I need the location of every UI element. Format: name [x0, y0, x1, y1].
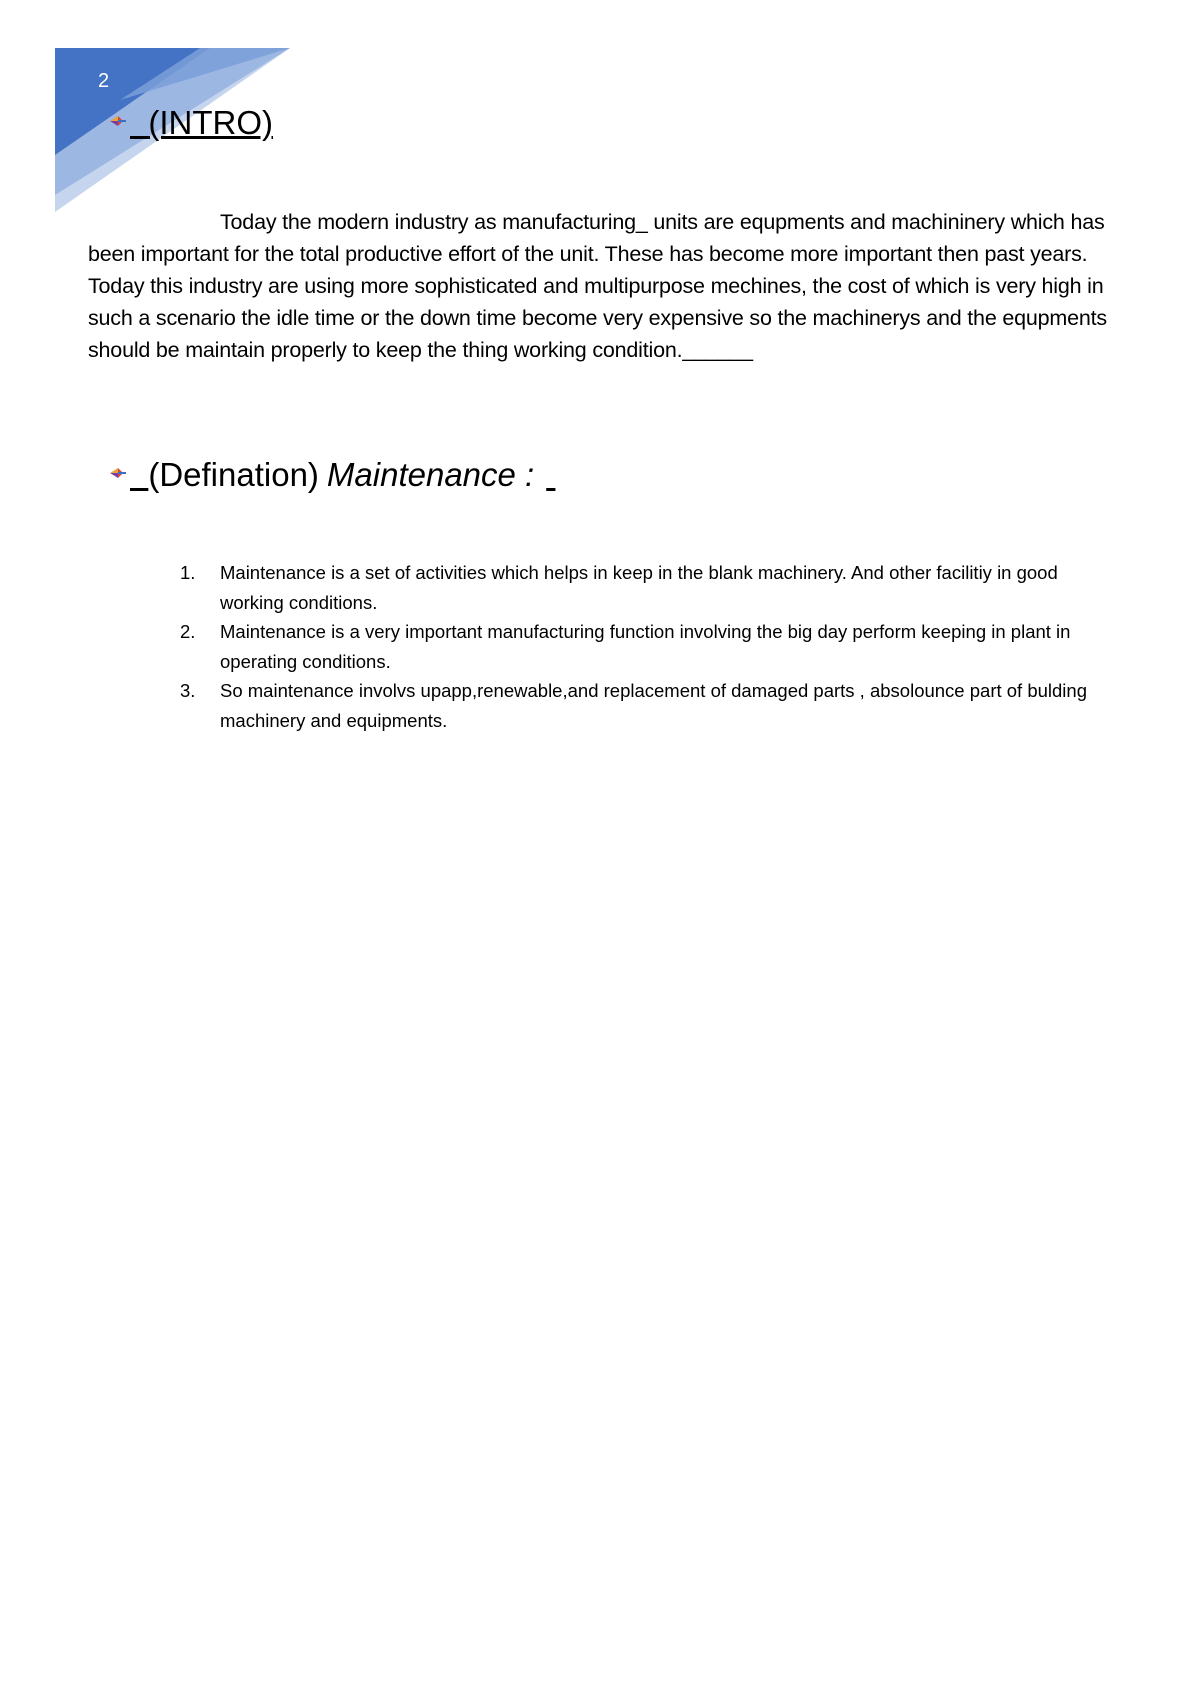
colored-arrow-bullet-icon: [110, 466, 128, 480]
list-item: [180, 617, 1110, 676]
list-item-text: So maintenance involvs upapp,renewable,and replacement of damaged parts , absolounce part of bulding machinery and equipments.: [220, 680, 1087, 731]
intro-title: (INTRO): [148, 104, 273, 141]
definition-list: [180, 558, 1110, 735]
intro-heading: [110, 104, 273, 142]
definition-heading: [110, 456, 555, 494]
list-item-number: 3.: [180, 680, 196, 701]
page-number: 2: [98, 70, 110, 92]
list-item-number: 1.: [180, 562, 196, 583]
heading-underline-gap: [130, 456, 148, 494]
colored-arrow-bullet-icon: [110, 114, 128, 128]
heading-underline-trail: [546, 456, 555, 494]
definition-label: (Defination): [148, 456, 319, 493]
list-item-text: Maintenance is a very important manufacturing function involving the big day perform keeping in plant in operating conditions.: [220, 621, 1071, 672]
definition-term: Maintenance :: [326, 456, 535, 493]
list-item-number: 2.: [180, 621, 196, 642]
list-item-text: Maintenance is a set of activities which helps in keep in the blank machinery. And other facilitiy in good working conditions.: [220, 562, 1058, 613]
list-item: [180, 558, 1110, 617]
intro-paragraph: Today the modern industry as manufacturing_ units are equpments and machininery which has been important for the total productive effort of the unit. These has become more important then past years. Today this industry are using more sophisticated and multipurpose mechines, the cost of which is very high in such a scenario the idle time or the down time become very expensive so the machinerys and the equpments should be maintain properly to keep the thing working condition.______: [88, 209, 1107, 362]
heading-underline-gap: [130, 104, 148, 142]
list-item: [180, 676, 1110, 735]
